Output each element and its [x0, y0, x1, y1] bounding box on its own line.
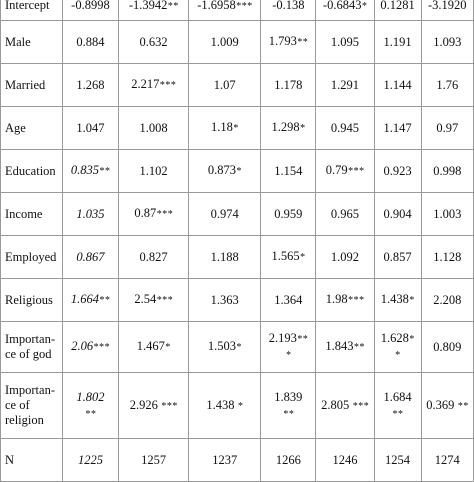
cell-value: 2.926 [129, 397, 158, 412]
table-cell [62, 439, 118, 482]
cell-value: 1.035 [76, 206, 105, 221]
table-cell [62, 21, 118, 64]
row-label: Importan- ce of religion [1, 373, 63, 439]
table-cell [261, 107, 316, 150]
row-label: Intercept [1, 0, 63, 21]
table-cell [316, 21, 374, 64]
table-cell [374, 150, 421, 193]
table-cell [119, 279, 189, 322]
cell-value: 0.369 [426, 397, 455, 412]
cell-value: 2.193 [268, 331, 297, 345]
table-cell [261, 0, 316, 21]
cell-value: 0.835 [70, 163, 99, 177]
significance-stars: ** [353, 342, 365, 353]
cell-value: 1246 [332, 452, 358, 467]
table-cell [261, 150, 316, 193]
cell-value: 1.298 [271, 120, 300, 134]
cell-value: 0.867 [76, 249, 105, 264]
cell-value: 0.97 [436, 120, 459, 135]
significance-stars: ** [282, 408, 294, 420]
table-cell [374, 236, 421, 279]
table-cell [189, 439, 261, 482]
cell-value: 1.003 [433, 206, 462, 221]
cell-value: 0.945 [330, 120, 359, 135]
cell-value: 1.76 [436, 77, 459, 92]
cell-value: 0.632 [139, 34, 168, 49]
significance-stars: ** [99, 295, 110, 306]
cell-value: 1.092 [330, 249, 359, 264]
table-row [1, 279, 474, 322]
cell-value: 1.438 [206, 397, 235, 412]
cell-value: 1225 [77, 452, 103, 467]
cell-value: -0.8998 [71, 0, 110, 12]
cell-value: 1.128 [433, 249, 462, 264]
table-cell [261, 373, 316, 439]
table-cell [189, 322, 261, 373]
table-row [1, 439, 474, 482]
table-cell [119, 107, 189, 150]
cell-value: 1.684 [383, 389, 412, 404]
significance-stars: * [299, 252, 306, 263]
cell-value: 0.904 [383, 206, 412, 221]
cell-value: 1.268 [76, 77, 105, 92]
cell-value: 2.217 [131, 77, 160, 91]
cell-value: 1.793 [268, 34, 297, 48]
cell-value: -0.6843 [322, 0, 362, 12]
cell-value: 1.18 [211, 120, 233, 134]
row-label: Religious [1, 279, 63, 322]
significance-stars: * [234, 400, 244, 412]
significance-stars: * * [394, 334, 415, 361]
table-cell [189, 373, 261, 439]
cell-value: 1.565 [271, 249, 300, 263]
table-row [1, 236, 474, 279]
cell-value: 1.364 [274, 292, 303, 307]
table-cell [421, 193, 473, 236]
significance-stars: *** [93, 342, 110, 353]
cell-value: 1.188 [210, 249, 239, 264]
significance-stars: *** [347, 295, 365, 306]
cell-value: 1.843 [325, 339, 354, 353]
table-cell [62, 373, 118, 439]
cell-value: 1.178 [274, 77, 303, 92]
row-label: Male [1, 21, 63, 64]
significance-stars: ** [296, 37, 308, 48]
cell-value: 0.79 [325, 163, 348, 177]
significance-stars: *** [156, 295, 173, 306]
cell-value: 2.208 [433, 292, 462, 307]
table-cell [374, 64, 421, 107]
table-cell [119, 193, 189, 236]
significance-stars: ** [392, 408, 404, 420]
table-cell [421, 373, 473, 439]
table-cell [316, 322, 374, 373]
cell-value: 2.06 [71, 339, 94, 353]
cell-value: 1237 [212, 452, 238, 467]
cell-value: 0.959 [274, 206, 303, 221]
table-cell [261, 236, 316, 279]
table-cell [189, 236, 261, 279]
significance-stars: *** [156, 209, 173, 220]
cell-value: 1.093 [433, 34, 462, 49]
table-cell [62, 150, 118, 193]
table-row [1, 64, 474, 107]
table-cell [119, 439, 189, 482]
table-cell [316, 0, 374, 21]
table-cell [316, 150, 374, 193]
cell-value: -3.1920 [428, 0, 467, 12]
cell-value: 1.628 [380, 331, 409, 345]
table-cell [374, 322, 421, 373]
cell-value: 1274 [434, 452, 460, 467]
cell-value: 1.191 [383, 34, 412, 49]
table-cell [261, 64, 316, 107]
cell-value: 1.467 [136, 339, 165, 353]
table-cell [421, 279, 473, 322]
cell-value: 0.884 [76, 34, 105, 49]
significance-stars: *** [349, 400, 369, 412]
table-cell [119, 150, 189, 193]
table-cell [421, 236, 473, 279]
cell-value: 2.805 [321, 397, 350, 412]
significance-stars: *** [347, 166, 365, 177]
table-cell [421, 0, 473, 21]
significance-stars: ** * [285, 334, 308, 361]
cell-value: -0.138 [272, 0, 305, 12]
significance-stars: * [236, 166, 242, 177]
significance-stars: *** [159, 80, 176, 91]
table-row [1, 373, 474, 439]
cell-value: 0.974 [210, 206, 239, 221]
table-cell [189, 21, 261, 64]
significance-stars: * [299, 123, 306, 134]
cell-value: 0.1281 [380, 0, 415, 12]
table-row [1, 107, 474, 150]
row-label: Age [1, 107, 63, 150]
table-cell [62, 64, 118, 107]
cell-value: 1.664 [70, 292, 99, 306]
row-label: Importan- ce of god [1, 322, 63, 373]
cell-value: 2.54 [134, 292, 157, 306]
table-cell [189, 64, 261, 107]
table-cell [119, 373, 189, 439]
table-cell [374, 107, 421, 150]
table-cell [421, 21, 473, 64]
significance-stars: * [408, 295, 415, 306]
cell-value: 0.923 [383, 163, 412, 178]
table-body [1, 0, 474, 482]
cell-value: 1.154 [274, 163, 303, 178]
cell-value: 1.291 [330, 77, 359, 92]
table-cell [189, 279, 261, 322]
significance-stars: * [236, 342, 242, 353]
cell-value: 1.503 [207, 339, 237, 353]
table-cell [62, 322, 118, 373]
table-cell [374, 373, 421, 439]
table-cell [119, 0, 189, 21]
table-cell [316, 193, 374, 236]
cell-value: 1.095 [330, 34, 359, 49]
significance-stars: ** [99, 166, 110, 177]
table-cell [189, 150, 261, 193]
table-cell [316, 107, 374, 150]
table-cell [261, 279, 316, 322]
table-cell [189, 107, 261, 150]
table-row [1, 21, 474, 64]
table-cell [374, 193, 421, 236]
cell-value: 1.802 [76, 389, 105, 404]
cell-value: 1.438 [380, 292, 409, 306]
cell-value: 0.998 [433, 163, 462, 178]
table-cell [421, 150, 473, 193]
table-cell [189, 0, 261, 21]
table-cell [261, 439, 316, 482]
cell-value: 1.047 [76, 120, 105, 135]
table-cell [119, 64, 189, 107]
table-cell [261, 21, 316, 64]
table-cell [316, 373, 374, 439]
table-cell [421, 322, 473, 373]
table-cell [62, 107, 118, 150]
table-cell [316, 236, 374, 279]
significance-stars: * [164, 342, 171, 353]
cell-value: 1.102 [139, 163, 168, 178]
table-cell [316, 64, 374, 107]
row-label: Employed [1, 236, 63, 279]
significance-stars: *** [157, 400, 178, 412]
cell-value: 1.363 [210, 292, 239, 307]
row-label: Married [1, 64, 63, 107]
cell-value: 1.839 [274, 389, 303, 404]
cell-value: 0.965 [330, 206, 359, 221]
cell-value: 1257 [141, 452, 167, 467]
table-cell [62, 193, 118, 236]
cell-value: 0.809 [433, 339, 462, 354]
table-cell [374, 0, 421, 21]
significance-stars: *** [235, 0, 253, 12]
cell-value: 0.873 [207, 163, 237, 177]
cell-value: 1.144 [383, 77, 412, 92]
cell-value: 1266 [275, 452, 301, 467]
table-cell [316, 279, 374, 322]
table-cell [374, 439, 421, 482]
significance-stars: * [232, 123, 239, 134]
table-cell [374, 21, 421, 64]
table-row [1, 193, 474, 236]
significance-stars: ** [84, 408, 96, 420]
cell-value: 1.008 [139, 120, 168, 135]
table-cell [421, 439, 473, 482]
row-label: Income [1, 193, 63, 236]
cell-value: 1.009 [210, 34, 239, 49]
table-cell [261, 193, 316, 236]
table-cell [62, 236, 118, 279]
table-cell [261, 322, 316, 373]
cell-value: 0.857 [383, 249, 412, 264]
row-label: Education [1, 150, 63, 193]
significance-stars: ** [167, 0, 179, 12]
table-row [1, 150, 474, 193]
cell-value: -1.3942 [128, 0, 168, 12]
table-row [1, 0, 474, 21]
table-row [1, 322, 474, 373]
table-cell [62, 279, 118, 322]
table-cell [189, 193, 261, 236]
table-cell [62, 0, 118, 21]
table-cell [119, 236, 189, 279]
cell-value: 0.87 [134, 206, 157, 220]
cell-value: 1.98 [325, 292, 348, 306]
table-cell [316, 439, 374, 482]
cell-value: 0.827 [139, 249, 168, 264]
cell-value: 1254 [385, 452, 411, 467]
significance-stars: * [361, 0, 367, 12]
table-cell [421, 64, 473, 107]
table-cell [119, 21, 189, 64]
table-cell [421, 107, 473, 150]
row-label: N [1, 439, 63, 482]
cell-value: -1.6958 [197, 0, 236, 12]
cell-value: 1.147 [383, 120, 412, 135]
table-cell [374, 279, 421, 322]
significance-stars: ** [454, 400, 469, 412]
table-cell [119, 322, 189, 373]
cell-value: 1.07 [213, 77, 236, 92]
